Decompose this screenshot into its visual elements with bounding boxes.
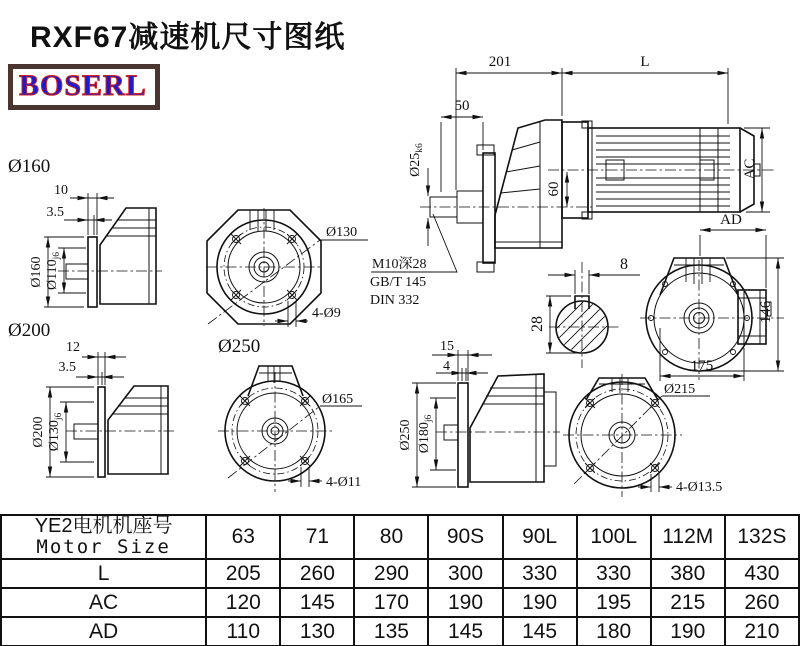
dim-175: 175 xyxy=(690,358,714,374)
dia-250-outer: Ø250 xyxy=(398,419,413,451)
table-cell: 300 xyxy=(428,559,502,588)
col-header: 112M xyxy=(651,515,725,559)
dim-shaft-height: 28 xyxy=(529,316,546,332)
table-cell: 260 xyxy=(725,588,799,617)
bolt-circle-130: Ø130 xyxy=(326,225,358,240)
holes-130: 4-Ø9 xyxy=(312,306,341,321)
front-view-215 xyxy=(563,374,722,497)
table-cell: 145 xyxy=(428,617,502,646)
main-side-view xyxy=(370,54,776,308)
dim-250-plate: 4 xyxy=(443,359,450,374)
header-line-en: Motor Size xyxy=(36,536,171,558)
col-header: 90S xyxy=(428,515,502,559)
col-header: 71 xyxy=(280,515,354,559)
col-header: 100L xyxy=(577,515,651,559)
col-header: 132S xyxy=(725,515,799,559)
table-cell: 260 xyxy=(280,559,354,588)
dia-200-spigot: $Ø130_{j6}$ xyxy=(47,412,64,452)
dim-ac: AC xyxy=(742,158,758,180)
dim-250-depth: 15 xyxy=(440,339,454,354)
table-row-ad xyxy=(1,617,799,646)
holes-165: 4-Ø11 xyxy=(326,475,362,490)
col-header: 90L xyxy=(503,515,577,559)
dim-l: L xyxy=(640,54,650,70)
table-cell: 195 xyxy=(577,588,651,617)
table-cell: 210 xyxy=(725,617,799,646)
table-cell: 130 xyxy=(280,617,354,646)
table-cell: 430 xyxy=(725,559,799,588)
shaft-dia-label: $Ø25_{k6}$ xyxy=(408,143,425,177)
row-label: AD xyxy=(1,617,206,646)
bolt-circle-215: Ø215 xyxy=(664,382,696,397)
row-label: L xyxy=(1,559,206,588)
front-view-130 xyxy=(206,208,368,327)
flange-160-label: Ø160 xyxy=(8,156,51,177)
table-cell: 180 xyxy=(577,617,651,646)
table-cell: 145 xyxy=(280,588,354,617)
shaft-section-view xyxy=(529,256,640,370)
flange-250-label: Ø250 xyxy=(218,336,261,357)
dim-146: 146 xyxy=(758,300,774,324)
brand-logo-text: BOSERL xyxy=(19,69,147,102)
table-cell: 215 xyxy=(651,588,725,617)
dia-250-spigot: $Ø180_{j6}$ xyxy=(417,414,434,454)
table-cell: 290 xyxy=(354,559,428,588)
callout-gbt: GB/T 145 xyxy=(370,275,427,290)
table-header-row xyxy=(1,515,799,559)
table-cell: 205 xyxy=(206,559,280,588)
dim-200-depth: 12 xyxy=(66,340,80,355)
table-cell: 170 xyxy=(354,588,428,617)
callout-din: DIN 332 xyxy=(370,293,420,308)
header-line-cn: YE2电机机座号 xyxy=(34,515,173,537)
table-cell: 380 xyxy=(651,559,725,588)
bolt-circle-165: Ø165 xyxy=(322,392,354,407)
holes-215: 4-Ø13.5 xyxy=(676,480,723,495)
dim-60: 60 xyxy=(546,181,562,197)
dimension-table xyxy=(0,514,800,646)
dim-50: 50 xyxy=(454,98,470,114)
table-cell: 190 xyxy=(503,588,577,617)
col-header: 80 xyxy=(354,515,428,559)
callout-thread: M10深28 xyxy=(372,257,427,272)
dia-200-outer: Ø200 xyxy=(31,416,46,448)
dia-160-spigot: $Ø110_{j6}$ xyxy=(45,252,62,290)
dim-200-plate: 3.5 xyxy=(58,360,76,375)
table-cell: 135 xyxy=(354,617,428,646)
table-header-motor-size xyxy=(1,515,206,559)
table-cell: 145 xyxy=(503,617,577,646)
flange-view-200 xyxy=(8,320,174,477)
dim-201: 201 xyxy=(488,54,512,70)
table-cell: 330 xyxy=(503,559,577,588)
flange-200-label: Ø200 xyxy=(8,320,51,341)
page-title: RXF67减速机尺寸图纸 xyxy=(30,21,346,54)
row-label: AC xyxy=(1,588,206,617)
col-header: 63 xyxy=(206,515,280,559)
dia-160-outer: Ø160 xyxy=(29,256,44,288)
flange-view-160 xyxy=(8,156,162,307)
table-row-ac xyxy=(1,588,799,617)
table-cell: 330 xyxy=(577,559,651,588)
table-cell: 190 xyxy=(428,588,502,617)
dim-key-width: 8 xyxy=(620,256,628,273)
dim-160-depth: 10 xyxy=(54,183,68,198)
table-row-l xyxy=(1,559,799,588)
front-view-165 xyxy=(218,366,362,492)
table-cell: 120 xyxy=(206,588,280,617)
table-cell: 190 xyxy=(651,617,725,646)
dim-ad: AD xyxy=(720,212,742,228)
table-cell: 110 xyxy=(206,617,280,646)
flange-view-250 xyxy=(218,336,560,487)
dim-160-plate: 3.5 xyxy=(46,205,64,220)
motor-front-view xyxy=(640,212,784,381)
